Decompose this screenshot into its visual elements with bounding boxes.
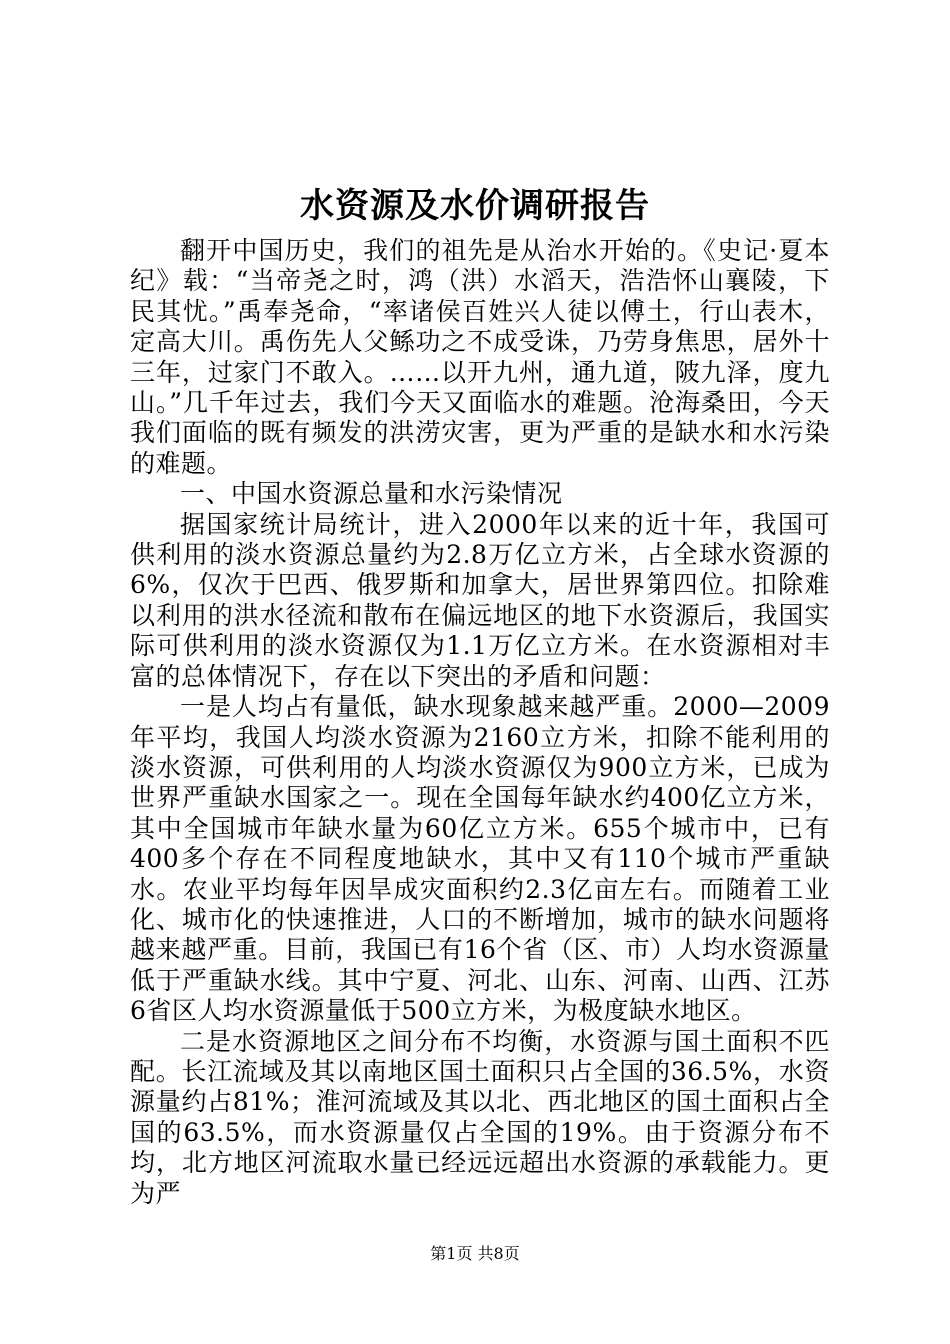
section-heading: 一、中国水资源总量和水污染情况 <box>180 479 563 509</box>
document-title: 水资源及水价调研报告 <box>300 186 650 226</box>
paragraph-intro: 翻开中国历史，我们的祖先是从治水开始的。《史记·夏本纪》载：“当帝尧之时，鸿（洪）水滔天，浩浩怀山襄陵，下民其忧。”禹奉尧命，“率诸侯百姓兴人徒以傅土，行山表木，定高大川。禹伤先人父鲧功之不成受诛，乃劳身焦思，居外十三年，过家门不敢入。……以开九州，通九道，陂九泽，度九山。”几千年过去，我们今天又面临水的难题。沧海桑田，今天我们面临的既有频发的洪涝灾害，更为严重的是缺水和水污染的难题。 <box>130 236 830 478</box>
paragraph-problem-two: 二是水资源地区之间分布不均衡，水资源与国土面积不匹配。长江流域及其以南地区国土面积只占全国的36.5%，水资源量约占81%；淮河流域及其以北、西北地区的国土面积占全国的63.5%，而水资源量仅占全国的19%。由于资源分布不均，北方地区河流取水量已经远远超出水资源的承载能力。更为严 <box>130 1026 830 1208</box>
paragraph-problem-one: 一是人均占有量低，缺水现象越来越严重。2000—2009年平均，我国人均淡水资源为2160立方米，扣除不能利用的淡水资源，可供利用的人均淡水资源仅为900立方米，已成为世界严重缺水国家之一。现在全国每年缺水约400亿立方米，其中全国城市年缺水量为60亿立方米。655个城市中，已有400多个存在不同程度地缺水，其中又有110个城市严重缺水。农业平均每年因旱成灾面积约2.3亿亩左右。而随着工业化、城市化的快速推进，人口的不断增加，城市的缺水问题将越来越严重。目前，我国已有16个省（区、市）人均水资源量低于严重缺水线。其中宁夏、河北、山东、河南、山西、江苏6省区人均水资源量低于500立方米，为极度缺水地区。 <box>130 692 830 1026</box>
page-number-footer: 第1页 共8页 <box>430 1244 520 1263</box>
paragraph-statistics: 据国家统计局统计，进入2000年以来的近十年，我国可供利用的淡水资源总量约为2.8万亿立方米，占全球水资源的6%，仅次于巴西、俄罗斯和加拿大，居世界第四位。扣除难以利用的洪水径流和散布在偏远地区的地下水资源后，我国实际可供利用的淡水资源仅为1.1万亿立方米。在水资源相对丰富的总体情况下，存在以下突出的矛盾和问题： <box>130 509 830 691</box>
document-body <box>130 236 830 1209</box>
